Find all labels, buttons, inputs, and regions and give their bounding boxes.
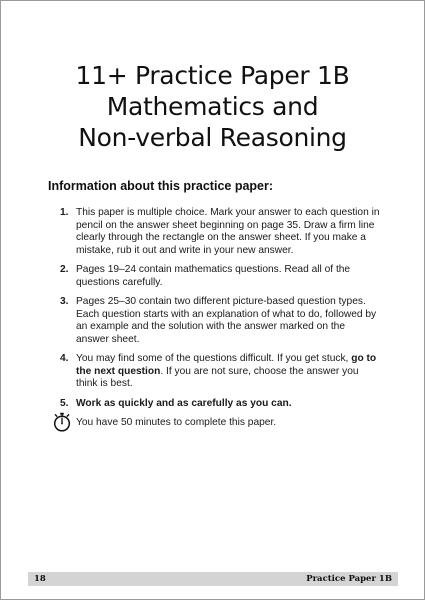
item-text-bold: go to the next question [76, 353, 377, 377]
item-number: 5. [60, 397, 69, 409]
item-number: 1. [60, 207, 69, 218]
page-number: 18 [34, 574, 46, 584]
item-text-after: . If you are not sure, choose the answer you think is best. [76, 365, 359, 389]
instruction-item-1 [60, 207, 380, 257]
timer-row [52, 412, 276, 432]
title-line-1: 11+ Practice Paper 1B [75, 61, 350, 90]
item-text: Pages 19–24 contain mathematics questions. Read all of the questions carefully. [76, 264, 351, 288]
stopwatch-icon [52, 412, 72, 432]
instructions-list [60, 207, 380, 417]
title-line-3: Non-verbal Reasoning [78, 123, 347, 152]
item-number: 3. [60, 296, 69, 307]
instruction-item-3 [60, 296, 380, 346]
instruction-item-2 [60, 264, 380, 289]
instruction-item-4 [60, 353, 380, 391]
footer-label: Practice Paper 1B [306, 574, 392, 584]
footer-bar [28, 572, 398, 586]
title-line-2: Mathematics and [106, 92, 319, 121]
item-text: This paper is multiple choice. Mark your answer to each question in pencil on the answer sheet beginning on page 35. Draw a firm line clearly through the rectangle on the answer sheet. If you make a mistake, rub it out and write in your new answer. [76, 207, 380, 256]
item-number: 2. [60, 264, 69, 275]
instruction-item-5 [60, 398, 380, 411]
page-title [0, 60, 425, 153]
item-text: Work as quickly and as carefully as you can. [76, 397, 292, 409]
item-text: Pages 25–30 contain two different picture-based question types. Each question starts with an explanation of what to do, followed by an example and the solution with the answer marked on the answer sheet. [76, 296, 377, 345]
item-text-before: You may find some of the questions difficult. If you get stuck, [76, 353, 352, 364]
item-number: 4. [60, 353, 69, 364]
timer-text: You have 50 minutes to complete this paper. [76, 416, 277, 428]
info-heading: Information about this practice paper: [48, 179, 274, 193]
